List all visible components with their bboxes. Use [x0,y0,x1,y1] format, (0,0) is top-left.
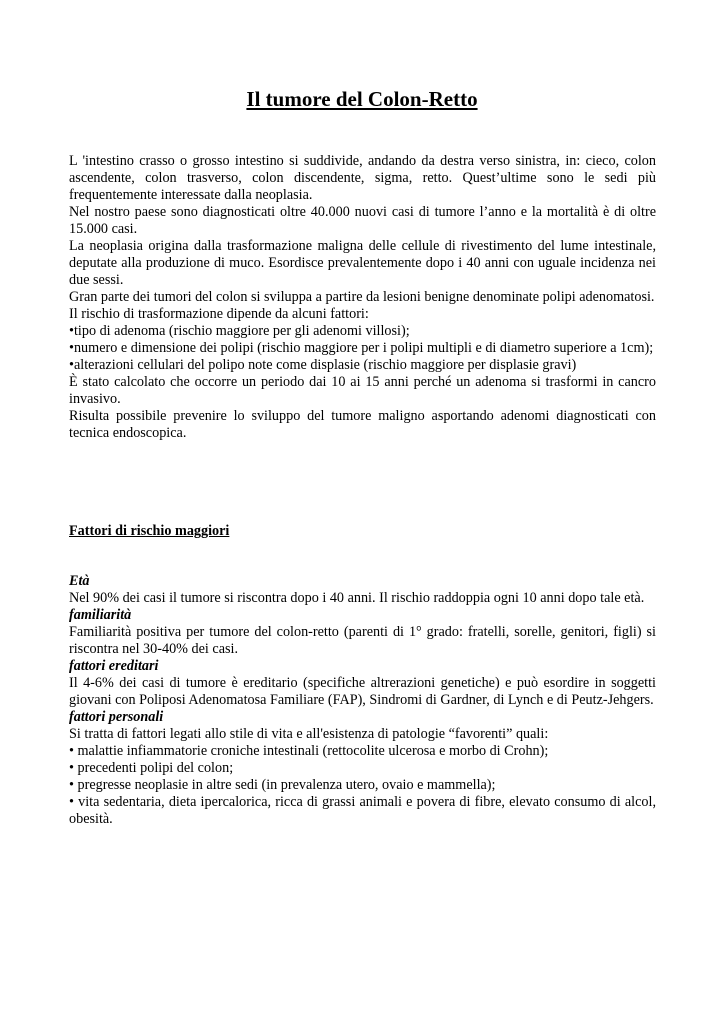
risk-list-item: •numero e dimensione dei polipi (rischio maggiore per i polipi multipli e di diametro superiore a 1cm); [69,340,654,356]
factor-heading-eta: Età [69,573,90,589]
intro-paragraph: La neoplasia origina dalla trasformazione maligna delle cellule di rivestimento del lume intestinale, deputate alla produzione di muco. Esordisce prevalentemente dopo i 40 anni con uguale incidenza nei due sessi. [69,238,656,288]
intro-paragraph: Il rischio di trasformazione dipende da alcuni fattori: [69,306,369,322]
risk-factors-section [69,573,656,828]
intro-section [69,153,656,442]
intro-paragraph: È stato calcolato che occorre un periodo dai 10 ai 15 anni perché un adenoma si trasformi in cancro invasivo. [69,374,656,407]
factor-text-familiarita: Familiarità positiva per tumore del colon-retto (parenti di 1° grado: fratelli, sorelle, genitori, figli) si riscontra nel 30-40% dei casi. [69,624,656,657]
factor-heading-familiarita: familiarità [69,607,132,623]
intro-paragraph: Risulta possibile prevenire lo sviluppo del tumore maligno asportando adenomi diagnosticati con tecnica endoscopica. [69,408,656,441]
intro-paragraph: Gran parte dei tumori del colon si sviluppa a partire da lesioni benigne denominate polipi adenomatosi. [69,289,655,305]
intro-paragraph: Nel nostro paese sono diagnosticati oltre 40.000 nuovi casi di tumore l’anno e la mortalità è di oltre 15.000 casi. [69,204,656,237]
factor-list-item: • malattie infiammatorie croniche intestinali (rettocolite ulcerosa e morbo di Crohn); [69,743,549,759]
section-heading: Fattori di rischio maggiori [69,523,230,539]
factor-list-item: • pregresse neoplasie in altre sedi (in prevalenza utero, ovaio e mammella); [69,777,496,793]
factor-list-item: • precedenti polipi del colon; [69,760,234,776]
factor-heading-ereditari: fattori ereditari [69,658,159,674]
factor-text-eta: Nel 90% dei casi il tumore si riscontra dopo i 40 anni. Il rischio raddoppia ogni 10 anni dopo tale età. [69,590,645,606]
factor-text-ereditari: Il 4-6% dei casi di tumore è ereditario (specifiche altrerazioni genetiche) e può esordire in soggetti giovani con Poliposi Adenomatosa Familiare (FAP), Sindromi di Gardner, di Lynch e di Peutz-Jehgers. [69,675,656,708]
factor-heading-personali: fattori personali [69,709,164,725]
page-title: Il tumore del Colon-Retto [246,87,478,111]
risk-list-item: •tipo di adenoma (rischio maggiore per gli adenomi villosi); [69,323,410,339]
factor-text-personali: Si tratta di fattori legati allo stile di vita e all'esistenza di patologie “favorenti” quali: [69,726,549,742]
factor-list-item: • vita sedentaria, dieta ipercalorica, ricca di grassi animali e povera di fibre, elevato consumo di alcol, obesità. [69,794,656,827]
risk-list-item: •alterazioni cellulari del polipo note come displasie (rischio maggiore per displasie gravi) [69,357,577,373]
intro-paragraph: L 'intestino crasso o grosso intestino si suddivide, andando da destra verso sinistra, in: cieco, colon ascendente, colon trasverso, colon discendente, sigma, retto. Quest’ultime sono le sedi più frequentemente interessate dalla neoplasia. [69,153,656,203]
